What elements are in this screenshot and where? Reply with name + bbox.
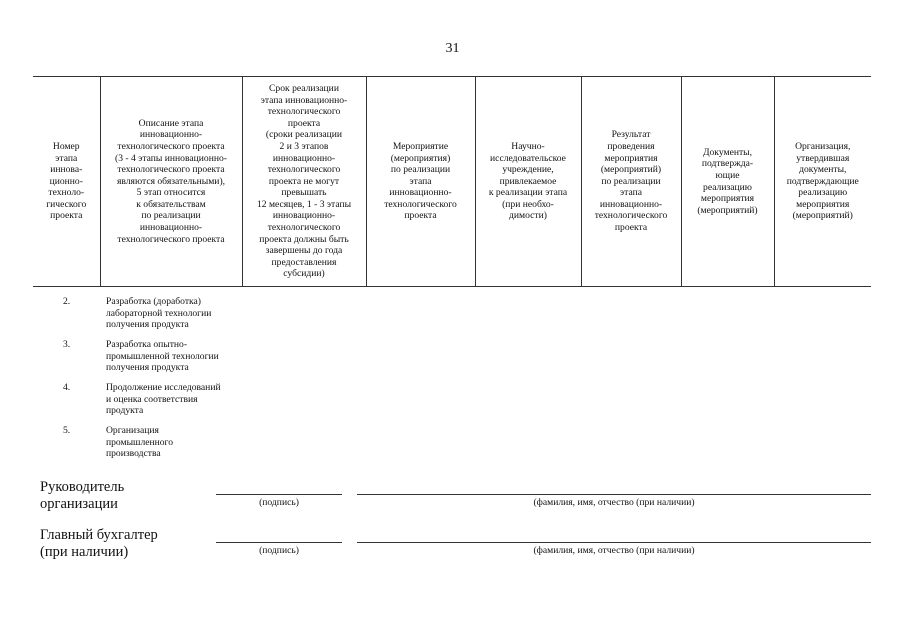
- stage-title: Разработка (доработка) лабораторной технологии получения продукта: [106, 296, 212, 331]
- stage-number: 4.: [63, 382, 71, 393]
- stage-title: Разработка опытно- промышленной технологии получения продукта: [106, 339, 219, 374]
- signature-caption: (подпись): [259, 497, 299, 508]
- name-line: [357, 494, 871, 495]
- header-stage-number: Номер этапа иннова- ционно- техноло- гического проекта: [33, 77, 100, 287]
- header-documents: Документы, подтвержда- ющие реализацию мероприятия (мероприятий): [681, 77, 774, 287]
- signature-line: [216, 542, 342, 543]
- header-approving-organization: Организация, утвердившая документы, подтверждающие реализацию мероприятия (мероприятий): [774, 77, 871, 287]
- head-of-organization-label: Руководитель организации: [40, 479, 125, 512]
- header-stage-term: Срок реализации этапа инновационно- технологического проекта (сроки реализации 2 и 3 этапов инновационно- технологического проекта не могут превышать 12 месяцев, 1 - 3 этапы инновационно- технологического проекта должны быть завершены до года предоставления субсидии): [242, 77, 366, 287]
- signature-caption: (подпись): [259, 545, 299, 556]
- page-number: 31: [445, 41, 460, 56]
- name-caption: (фамилия, имя, отчество (при наличии): [533, 497, 695, 508]
- header-stage-description: Описание этапа инновационно- технологического проекта (3 - 4 этапы инновационно- технологического проекта являются обязательными), 5 этап относится к обязательствам по реализации инновационно- технологического проекта: [100, 77, 242, 287]
- stage-number: 5.: [63, 425, 71, 436]
- signature-line: [216, 494, 342, 495]
- stage-number: 3.: [63, 339, 71, 350]
- stage-title: Продолжение исследований и оценка соответствия продукта: [106, 382, 221, 417]
- chief-accountant-label: Главный бухгалтер (при наличии): [40, 527, 158, 560]
- header-result: Результат проведения мероприятия (мероприятий) по реализации этапа инновационно- технологического проекта: [581, 77, 681, 287]
- stage-number: 2.: [63, 296, 71, 307]
- stages-table-header: [33, 76, 871, 287]
- name-caption: (фамилия, имя, отчество (при наличии): [533, 545, 695, 556]
- name-line: [357, 542, 871, 543]
- header-activity: Мероприятие (мероприятия) по реализации этапа инновационно- технологического проекта: [366, 77, 475, 287]
- stage-title: Организация промышленного производства: [106, 425, 174, 460]
- header-research-institution: Научно- исследовательское учреждение, привлекаемое к реализации этапа (при необхо- димости): [475, 77, 581, 287]
